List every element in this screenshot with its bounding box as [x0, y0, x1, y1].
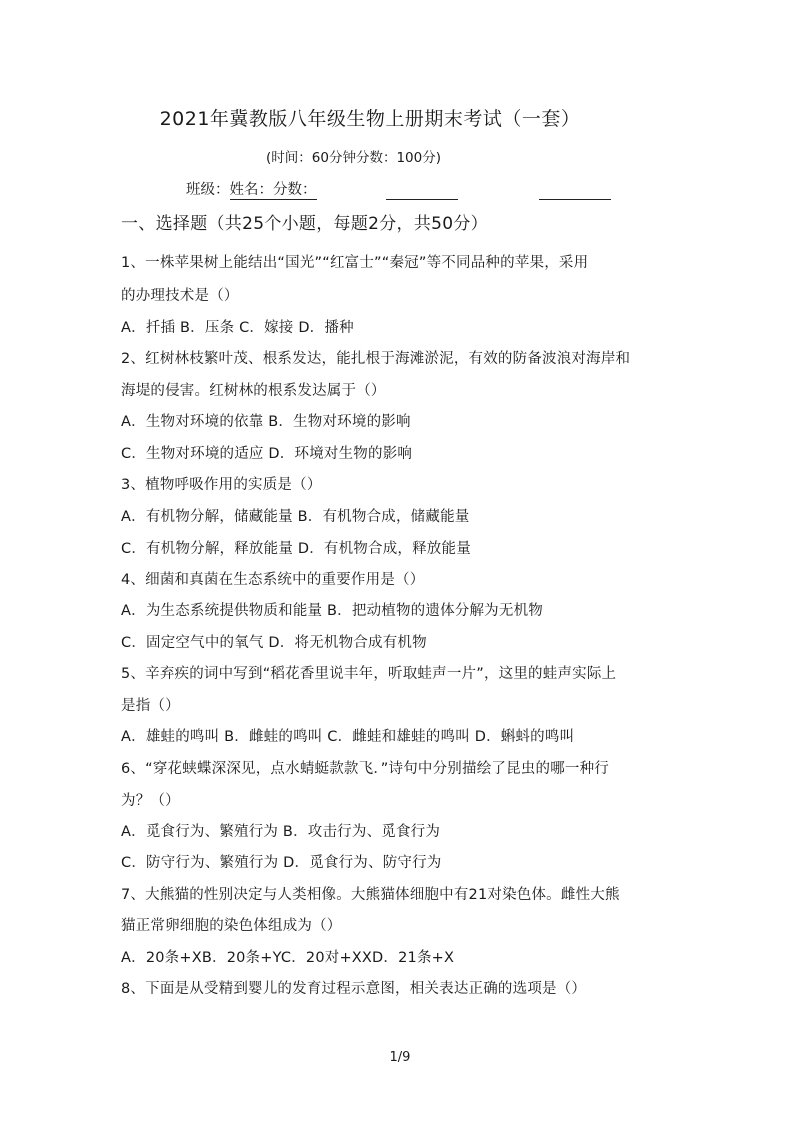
section-heading: 一、选择题（共25个小题，每题2分，共50分） — [121, 214, 488, 234]
name-score-label: 姓名：分数： — [229, 182, 317, 198]
exam-time-score: (时间：60分钟分数：100分) — [266, 150, 441, 166]
page-number: 1/9 — [389, 1050, 411, 1065]
question-line: C．固定空气中的氧气 D．将无机物合成有机物 — [121, 635, 427, 651]
question-line: 的办理技术是（） — [121, 288, 239, 304]
question-line: 3、植物呼吸作用的实质是（） — [121, 477, 322, 493]
name-blank-line — [386, 199, 458, 200]
question-line: A．雄蛙的鸣叫 B．雌蛙的鸣叫 C．雌蛙和雄蛙的鸣叫 D．蝌蚪的鸣叫 — [121, 729, 575, 745]
question-line: 8、下面是从受精到婴儿的发育过程示意图，相关表达正确的选项是（） — [121, 981, 587, 997]
score-blank-line — [539, 199, 611, 200]
class-label: 班级： — [186, 182, 230, 198]
question-line: C．防守行为、繁殖行为 D．觅食行为、防守行为 — [121, 855, 442, 871]
title-text: 2021年冀教版八年级生物上册期末考试（一套） — [159, 108, 581, 130]
question-line: C．生物对环境的适应 D．环境对生物的影响 — [121, 446, 413, 462]
question-line: 是指（） — [121, 698, 180, 714]
question-line: A．扦插 B．压条 C．嫁接 D．播种 — [121, 320, 354, 336]
question-line: 2、红树林枝繁叶茂、根系发达，能扎根于海滩淤泥，有效的防备波浪对海岸和 — [121, 351, 631, 367]
question-line: 5、辛弃疾的词中写到“稻花香里说丰年，听取蛙声一片”，这里的蛙声实际上 — [121, 666, 617, 682]
question-line: 1、一株苹果树上能结出“国光”“红富士”“秦冠”等不同品种的苹果，采用 — [121, 255, 589, 271]
student-info-line — [186, 178, 317, 199]
question-line: 海堤的侵害。红树林的根系发达属于（） — [121, 383, 386, 399]
question-line: C．有机物分解，释放能量 D．有机物合成，释放能量 — [121, 541, 471, 557]
question-line: A．20条+XB．20条+YC．20对+XXD．21条+X — [121, 950, 455, 966]
question-line: 7、大熊猫的性别决定与人类相像。大熊猫体细胞中有21对染色体。雌性大熊 — [121, 887, 620, 903]
question-line: A．为生态系统提供物质和能量 B．把动植物的遗体分解为无机物 — [121, 603, 543, 619]
question-line: 猫正常卵细胞的染色体组成为（） — [121, 918, 342, 934]
question-line: A．有机物分解，储藏能量 B．有机物合成，储藏能量 — [121, 509, 470, 525]
question-line: 为？（） — [121, 793, 180, 809]
question-line: 4、细菌和真菌在生态系统中的重要作用是（） — [121, 572, 425, 588]
question-line: A．觅食行为、繁殖行为 B．攻击行为、觅食行为 — [121, 824, 441, 840]
question-line: A．生物对环境的依靠 B．生物对环境的影响 — [121, 414, 411, 430]
page-title — [0, 104, 740, 131]
question-line: 6、“穿花蛱蝶深深见，点水蜻蜓款款飞．”诗句中分别描绘了昆虫的哪一种行 — [121, 761, 609, 777]
